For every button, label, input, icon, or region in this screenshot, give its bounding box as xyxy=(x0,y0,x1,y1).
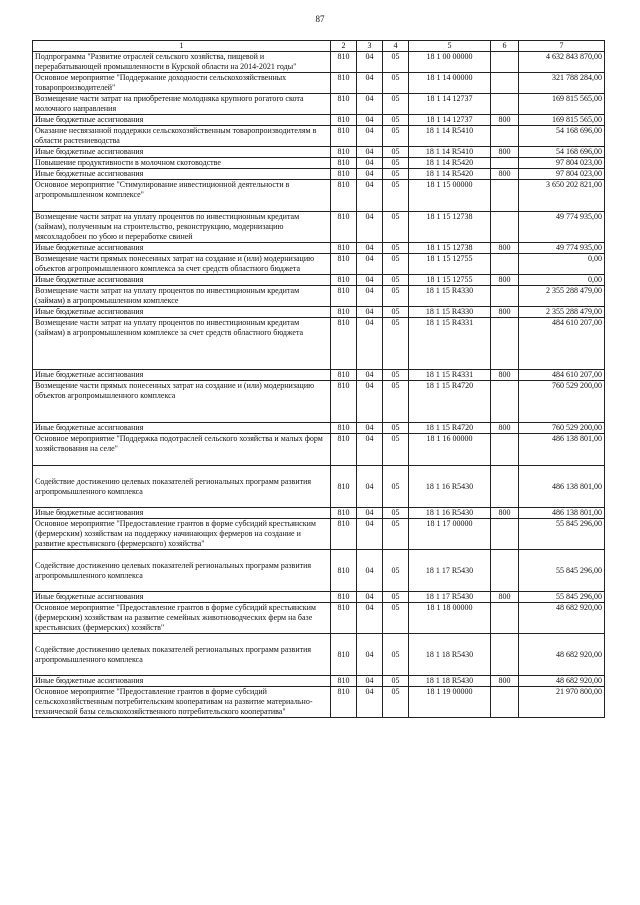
table-row xyxy=(33,254,605,275)
table-row xyxy=(33,115,605,126)
item-name-cell: Иные бюджетные ассигнования xyxy=(33,508,331,519)
admin-code-cell: 810 xyxy=(331,466,357,508)
expense-type-cell xyxy=(491,318,519,370)
admin-code-cell: 810 xyxy=(331,318,357,370)
target-article-cell: 18 1 15 00000 xyxy=(409,180,491,212)
expense-type-cell: 800 xyxy=(491,169,519,180)
amount-cell: 0,00 xyxy=(519,275,605,286)
admin-code-cell: 810 xyxy=(331,634,357,676)
header-cell: 1 xyxy=(33,41,331,52)
admin-code-cell: 810 xyxy=(331,180,357,212)
header-cell: 2 xyxy=(331,41,357,52)
admin-code-cell: 810 xyxy=(331,147,357,158)
target-article-cell: 18 1 15 R4330 xyxy=(409,286,491,307)
section-cell: 04 xyxy=(357,126,383,147)
target-article-cell: 18 1 19 00000 xyxy=(409,687,491,718)
subsection-cell: 05 xyxy=(383,73,409,94)
expense-type-cell xyxy=(491,550,519,592)
item-name-cell: Возмещение части затрат на уплату процентов по инвестиционным кредитам (займам) в агропромышленном комплексе xyxy=(33,286,331,307)
item-name-cell: Иные бюджетные ассигнования xyxy=(33,243,331,254)
subsection-cell: 05 xyxy=(383,381,409,423)
subsection-cell: 05 xyxy=(383,550,409,592)
target-article-cell: 18 1 18 00000 xyxy=(409,603,491,634)
amount-cell: 760 529 200,00 xyxy=(519,423,605,434)
target-article-cell: 18 1 15 12738 xyxy=(409,212,491,243)
expense-type-cell xyxy=(491,286,519,307)
admin-code-cell: 810 xyxy=(331,423,357,434)
subsection-cell: 05 xyxy=(383,94,409,115)
amount-cell: 49 774 935,00 xyxy=(519,212,605,243)
item-name-cell: Иные бюджетные ассигнования xyxy=(33,592,331,603)
amount-cell: 54 168 696,00 xyxy=(519,147,605,158)
table-row xyxy=(33,126,605,147)
target-article-cell: 18 1 15 R4720 xyxy=(409,423,491,434)
header-cell: 3 xyxy=(357,41,383,52)
table-row xyxy=(33,603,605,634)
header-cell: 5 xyxy=(409,41,491,52)
subsection-cell: 05 xyxy=(383,147,409,158)
subsection-cell: 05 xyxy=(383,169,409,180)
item-name-cell: Содействие достижению целевых показателей региональных программ развития агропромышленного комплекса xyxy=(33,634,331,676)
section-cell: 04 xyxy=(357,94,383,115)
table-row xyxy=(33,169,605,180)
target-article-cell: 18 1 14 00000 xyxy=(409,73,491,94)
section-cell: 04 xyxy=(357,466,383,508)
target-article-cell: 18 1 16 00000 xyxy=(409,434,491,466)
amount-cell: 484 610 207,00 xyxy=(519,370,605,381)
expense-type-cell xyxy=(491,94,519,115)
expense-type-cell: 800 xyxy=(491,147,519,158)
admin-code-cell: 810 xyxy=(331,73,357,94)
expense-type-cell xyxy=(491,381,519,423)
expense-type-cell xyxy=(491,254,519,275)
item-name-cell: Основное мероприятие "Поддержка подотраслей сельского хозяйства и малых форм хозяйствования на селе" xyxy=(33,434,331,466)
expense-type-cell xyxy=(491,73,519,94)
budget-table xyxy=(32,40,605,718)
subsection-cell: 05 xyxy=(383,466,409,508)
amount-cell: 486 138 801,00 xyxy=(519,508,605,519)
admin-code-cell: 810 xyxy=(331,508,357,519)
amount-cell: 3 650 202 821,00 xyxy=(519,180,605,212)
section-cell: 04 xyxy=(357,275,383,286)
table-row xyxy=(33,307,605,318)
section-cell: 04 xyxy=(357,603,383,634)
expense-type-cell xyxy=(491,519,519,550)
section-cell: 04 xyxy=(357,243,383,254)
admin-code-cell: 810 xyxy=(331,550,357,592)
target-article-cell: 18 1 16 R5430 xyxy=(409,466,491,508)
table-row xyxy=(33,94,605,115)
section-cell: 04 xyxy=(357,52,383,73)
subsection-cell: 05 xyxy=(383,254,409,275)
admin-code-cell: 810 xyxy=(331,243,357,254)
item-name-cell: Иные бюджетные ассигнования xyxy=(33,676,331,687)
target-article-cell: 18 1 17 R5430 xyxy=(409,550,491,592)
subsection-cell: 05 xyxy=(383,318,409,370)
target-article-cell: 18 1 15 R4330 xyxy=(409,307,491,318)
item-name-cell: Основное мероприятие "Предоставление грантов в форме субсидий сельскохозяйственным потребительским кооперативам на развитие материально-технической базы сельскохозяйственного потребительского кооператива" xyxy=(33,687,331,718)
table-row xyxy=(33,286,605,307)
subsection-cell: 05 xyxy=(383,243,409,254)
table-row xyxy=(33,519,605,550)
amount-cell: 486 138 801,00 xyxy=(519,434,605,466)
target-article-cell: 18 1 00 00000 xyxy=(409,52,491,73)
subsection-cell: 05 xyxy=(383,52,409,73)
subsection-cell: 05 xyxy=(383,676,409,687)
item-name-cell: Возмещение части прямых понесенных затрат на создание и (или) модернизацию объектов агропромышленного комплекса за счет средств областного бюджета xyxy=(33,254,331,275)
subsection-cell: 05 xyxy=(383,508,409,519)
page-number: 87 xyxy=(315,14,325,24)
amount-cell: 48 682 920,00 xyxy=(519,634,605,676)
admin-code-cell: 810 xyxy=(331,158,357,169)
amount-cell: 55 845 296,00 xyxy=(519,519,605,550)
admin-code-cell: 810 xyxy=(331,286,357,307)
subsection-cell: 05 xyxy=(383,212,409,243)
item-name-cell: Оказание несвязанной поддержки сельскохозяйственным товаропроизводителям в области растениеводства xyxy=(33,126,331,147)
subsection-cell: 05 xyxy=(383,275,409,286)
admin-code-cell: 810 xyxy=(331,126,357,147)
expense-type-cell xyxy=(491,634,519,676)
amount-cell: 484 610 207,00 xyxy=(519,318,605,370)
target-article-cell: 18 1 18 R5430 xyxy=(409,634,491,676)
admin-code-cell: 810 xyxy=(331,676,357,687)
table-row xyxy=(33,73,605,94)
amount-cell: 321 788 284,00 xyxy=(519,73,605,94)
expense-type-cell xyxy=(491,52,519,73)
section-cell: 04 xyxy=(357,519,383,550)
expense-type-cell: 800 xyxy=(491,423,519,434)
subsection-cell: 05 xyxy=(383,687,409,718)
expense-type-cell: 800 xyxy=(491,508,519,519)
target-article-cell: 18 1 14 R5410 xyxy=(409,147,491,158)
expense-type-cell xyxy=(491,434,519,466)
expense-type-cell: 800 xyxy=(491,243,519,254)
amount-cell: 54 168 696,00 xyxy=(519,126,605,147)
amount-cell: 21 970 800,00 xyxy=(519,687,605,718)
target-article-cell: 18 1 14 R5410 xyxy=(409,126,491,147)
item-name-cell: Основное мероприятие "Предоставление грантов в форме субсидий крестьянским (фермерским) хозяйствам на развитие семейных животноводческих ферм на базе крестьянских (фермерских) хозяйств" xyxy=(33,603,331,634)
subsection-cell: 05 xyxy=(383,180,409,212)
expense-type-cell xyxy=(491,180,519,212)
target-article-cell: 18 1 17 R5430 xyxy=(409,592,491,603)
subsection-cell: 05 xyxy=(383,370,409,381)
item-name-cell: Повышение продуктивности в молочном скотоводстве xyxy=(33,158,331,169)
table-row xyxy=(33,508,605,519)
section-cell: 04 xyxy=(357,687,383,718)
header-cell: 4 xyxy=(383,41,409,52)
expense-type-cell: 800 xyxy=(491,370,519,381)
expense-type-cell xyxy=(491,212,519,243)
target-article-cell: 18 1 14 R5420 xyxy=(409,169,491,180)
subsection-cell: 05 xyxy=(383,592,409,603)
section-cell: 04 xyxy=(357,286,383,307)
amount-cell: 49 774 935,00 xyxy=(519,243,605,254)
amount-cell: 55 845 296,00 xyxy=(519,550,605,592)
admin-code-cell: 810 xyxy=(331,381,357,423)
target-article-cell: 18 1 15 R4720 xyxy=(409,381,491,423)
amount-cell: 760 529 200,00 xyxy=(519,381,605,423)
table-row xyxy=(33,158,605,169)
amount-cell: 169 815 565,00 xyxy=(519,115,605,126)
target-article-cell: 18 1 18 R5430 xyxy=(409,676,491,687)
subsection-cell: 05 xyxy=(383,434,409,466)
section-cell: 04 xyxy=(357,169,383,180)
amount-cell: 169 815 565,00 xyxy=(519,94,605,115)
table-row xyxy=(33,550,605,592)
table-row xyxy=(33,381,605,423)
table-row xyxy=(33,180,605,212)
item-name-cell: Возмещение части затрат на приобретение молодняка крупного рогатого скота молочного направления xyxy=(33,94,331,115)
section-cell: 04 xyxy=(357,115,383,126)
table-row xyxy=(33,466,605,508)
table-row xyxy=(33,592,605,603)
item-name-cell: Иные бюджетные ассигнования xyxy=(33,115,331,126)
section-cell: 04 xyxy=(357,434,383,466)
amount-cell: 2 355 288 479,00 xyxy=(519,286,605,307)
section-cell: 04 xyxy=(357,212,383,243)
table-row xyxy=(33,634,605,676)
item-name-cell: Основное мероприятие "Предоставление грантов в форме субсидий крестьянским (фермерским) хозяйствам на поддержку начинающих фермеров на создание и развитие крестьянского (фермерского) хозяйства" xyxy=(33,519,331,550)
admin-code-cell: 810 xyxy=(331,592,357,603)
item-name-cell: Иные бюджетные ассигнования xyxy=(33,275,331,286)
section-cell: 04 xyxy=(357,634,383,676)
target-article-cell: 18 1 15 12738 xyxy=(409,243,491,254)
subsection-cell: 05 xyxy=(383,158,409,169)
expense-type-cell xyxy=(491,687,519,718)
target-article-cell: 18 1 16 R5430 xyxy=(409,508,491,519)
admin-code-cell: 810 xyxy=(331,275,357,286)
expense-type-cell: 800 xyxy=(491,592,519,603)
section-cell: 04 xyxy=(357,73,383,94)
section-cell: 04 xyxy=(357,508,383,519)
amount-cell: 48 682 920,00 xyxy=(519,603,605,634)
subsection-cell: 05 xyxy=(383,423,409,434)
item-name-cell: Основное мероприятие "Стимулирование инвестиционной деятельности в агропромышленном комплексе" xyxy=(33,180,331,212)
table-row xyxy=(33,434,605,466)
target-article-cell: 18 1 14 R5420 xyxy=(409,158,491,169)
section-cell: 04 xyxy=(357,307,383,318)
admin-code-cell: 810 xyxy=(331,434,357,466)
amount-cell: 2 355 288 479,00 xyxy=(519,307,605,318)
item-name-cell: Возмещение части прямых понесенных затрат на создание и (или) модернизацию объектов агропромышленного комплекса xyxy=(33,381,331,423)
section-cell: 04 xyxy=(357,423,383,434)
admin-code-cell: 810 xyxy=(331,687,357,718)
item-name-cell: Основное мероприятие "Поддержание доходности сельскохозяйственных товаропроизводителей" xyxy=(33,73,331,94)
subsection-cell: 05 xyxy=(383,603,409,634)
target-article-cell: 18 1 15 12755 xyxy=(409,254,491,275)
expense-type-cell: 800 xyxy=(491,275,519,286)
table-row xyxy=(33,687,605,718)
item-name-cell: Иные бюджетные ассигнования xyxy=(33,147,331,158)
table-row xyxy=(33,318,605,370)
expense-type-cell xyxy=(491,158,519,169)
target-article-cell: 18 1 15 12755 xyxy=(409,275,491,286)
expense-type-cell: 800 xyxy=(491,307,519,318)
amount-cell: 4 632 843 870,00 xyxy=(519,52,605,73)
amount-cell: 97 804 023,00 xyxy=(519,158,605,169)
expense-type-cell xyxy=(491,603,519,634)
table-row xyxy=(33,423,605,434)
subsection-cell: 05 xyxy=(383,126,409,147)
table-row xyxy=(33,370,605,381)
item-name-cell: Содействие достижению целевых показателей региональных программ развития агропромышленного комплекса xyxy=(33,466,331,508)
section-cell: 04 xyxy=(357,180,383,212)
subsection-cell: 05 xyxy=(383,519,409,550)
subsection-cell: 05 xyxy=(383,634,409,676)
target-article-cell: 18 1 15 R4331 xyxy=(409,370,491,381)
target-article-cell: 18 1 14 12737 xyxy=(409,94,491,115)
table-row xyxy=(33,676,605,687)
admin-code-cell: 810 xyxy=(331,254,357,275)
amount-cell: 48 682 920,00 xyxy=(519,676,605,687)
amount-cell: 55 845 296,00 xyxy=(519,592,605,603)
subsection-cell: 05 xyxy=(383,286,409,307)
amount-cell: 0,00 xyxy=(519,254,605,275)
section-cell: 04 xyxy=(357,381,383,423)
admin-code-cell: 810 xyxy=(331,212,357,243)
item-name-cell: Иные бюджетные ассигнования xyxy=(33,307,331,318)
item-name-cell: Возмещение части затрат на уплату процентов по инвестиционным кредитам (займам) в агропромышленном комплексе за счет средств областного бюджета xyxy=(33,318,331,370)
table-header-row xyxy=(33,41,605,52)
admin-code-cell: 810 xyxy=(331,603,357,634)
admin-code-cell: 810 xyxy=(331,115,357,126)
subsection-cell: 05 xyxy=(383,307,409,318)
expense-type-cell xyxy=(491,126,519,147)
item-name-cell: Иные бюджетные ассигнования xyxy=(33,169,331,180)
amount-cell: 97 804 023,00 xyxy=(519,169,605,180)
item-name-cell: Возмещение части затрат на уплату процентов по инвестиционным кредитам (займам), полученным на строительство, реконструкцию, модернизацию мясохладобоен по убою и переработке свиней xyxy=(33,212,331,243)
admin-code-cell: 810 xyxy=(331,307,357,318)
target-article-cell: 18 1 14 12737 xyxy=(409,115,491,126)
section-cell: 04 xyxy=(357,147,383,158)
section-cell: 04 xyxy=(357,676,383,687)
subsection-cell: 05 xyxy=(383,115,409,126)
item-name-cell: Иные бюджетные ассигнования xyxy=(33,370,331,381)
expense-type-cell: 800 xyxy=(491,676,519,687)
section-cell: 04 xyxy=(357,550,383,592)
admin-code-cell: 810 xyxy=(331,169,357,180)
admin-code-cell: 810 xyxy=(331,370,357,381)
admin-code-cell: 810 xyxy=(331,94,357,115)
table-row xyxy=(33,212,605,243)
section-cell: 04 xyxy=(357,592,383,603)
header-cell: 7 xyxy=(519,41,605,52)
expense-type-cell: 800 xyxy=(491,115,519,126)
section-cell: 04 xyxy=(357,254,383,275)
admin-code-cell: 810 xyxy=(331,519,357,550)
table-row xyxy=(33,147,605,158)
amount-cell: 486 138 801,00 xyxy=(519,466,605,508)
item-name-cell: Подпрограмма "Развитие отраслей сельского хозяйства, пищевой и перерабатывающей промышленности в Курской области на 2014-2021 годы" xyxy=(33,52,331,73)
table-row xyxy=(33,243,605,254)
section-cell: 04 xyxy=(357,158,383,169)
section-cell: 04 xyxy=(357,370,383,381)
target-article-cell: 18 1 17 00000 xyxy=(409,519,491,550)
item-name-cell: Иные бюджетные ассигнования xyxy=(33,423,331,434)
expense-type-cell xyxy=(491,466,519,508)
item-name-cell: Содействие достижению целевых показателей региональных программ развития агропромышленного комплекса xyxy=(33,550,331,592)
table-row xyxy=(33,52,605,73)
target-article-cell: 18 1 15 R4331 xyxy=(409,318,491,370)
section-cell: 04 xyxy=(357,318,383,370)
table-row xyxy=(33,275,605,286)
admin-code-cell: 810 xyxy=(331,52,357,73)
header-cell: 6 xyxy=(491,41,519,52)
